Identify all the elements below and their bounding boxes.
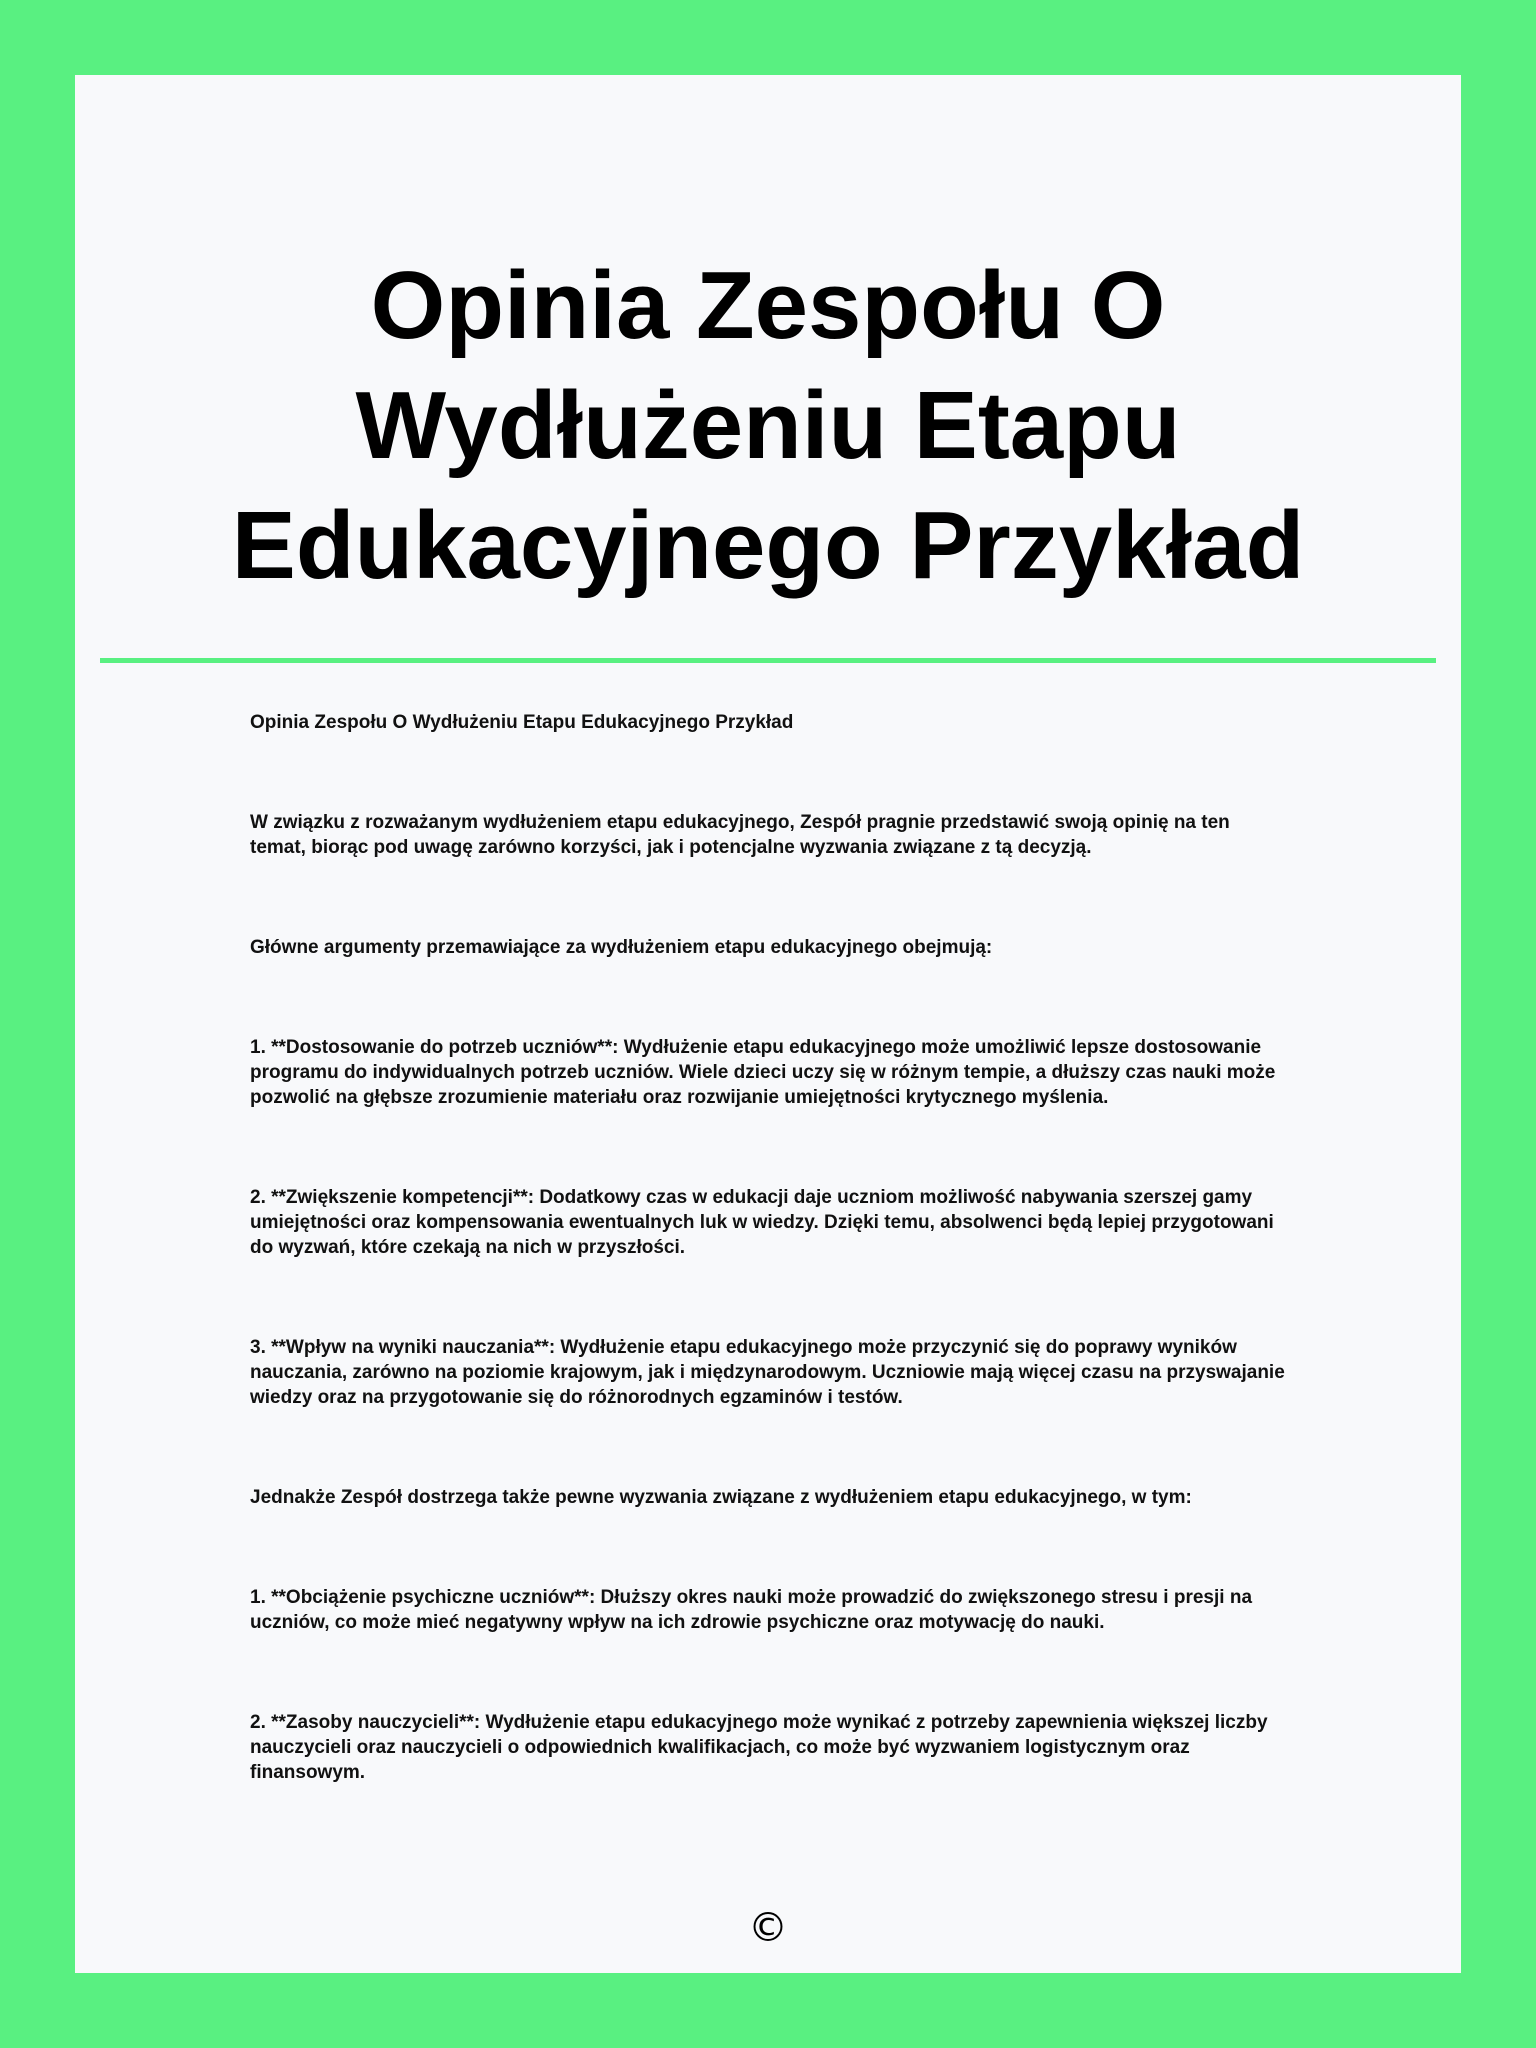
document-subtitle: Opinia Zespołu O Wydłużeniu Etapu Edukacyjnego Przykład	[250, 712, 794, 733]
document-page	[75, 75, 1461, 1973]
arguments-heading: Główne argumenty przemawiające za wydłużeniem etapu edukacyjnego obejmują:	[250, 937, 993, 958]
challenge-item: 1. **Obciążenie psychiczne uczniów**: Dłuższy okres nauki może prowadzić do zwiększonego stresu i presji na uczniów, co może mieć negatywny wpływ na ich zdrowie psychiczne oraz motywację do nauki.	[250, 1587, 1253, 1633]
argument-item: 1. **Dostosowanie do potrzeb uczniów**: Wydłużenie etapu edukacyjnego może umożliwić lepsze dostosowanie programu do indywidualnych potrzeb uczniów. Wiele dzieci uczy się w różnym tempie, a dłuższy czas nauki może pozwolić na głębsze zrozumienie materiału oraz rozwijanie umiejętności krytycznego myślenia.	[250, 1037, 1276, 1108]
page-title: Opinia Zespołu O Wydłużeniu Etapu Edukacyjnego Przykład	[231, 252, 1305, 599]
challenges-heading: Jednakże Zespół dostrzega także pewne wyzwania związane z wydłużeniem etapu edukacyjnego, w tym:	[250, 1487, 1192, 1508]
argument-item: 2. **Zwiększenie kompetencji**: Dodatkowy czas w edukacji daje uczniom możliwość nabywania szerszej gamy umiejętności oraz kompensowania ewentualnych luk w wiedzy. Dzięki temu, absolwenci będą lepiej przygotowani do wyzwań, które czekają na nich w przyszłości.	[250, 1187, 1274, 1258]
intro-paragraph: W związku z rozważanym wydłużeniem etapu edukacyjnego, Zespół pragnie przedstawić swoją opinię na ten temat, biorąc pod uwagę zarówno korzyści, jak i potencjalne wyzwania związane z tą decyzją.	[250, 812, 1230, 858]
argument-item: 3. **Wpływ na wyniki nauczania**: Wydłużenie etapu edukacyjnego może przyczynić się do poprawy wyników nauczania, zarówno na poziomie krajowym, jak i międzynarodowym. Uczniowie mają więcej czasu na przyswajanie wiedzy oraz na przygotowanie się do różnorodnych egzaminów i testów.	[250, 1337, 1285, 1408]
challenge-item: 2. **Zasoby nauczycieli**: Wydłużenie etapu edukacyjnego może wynikać z potrzeby zapewnienia większej liczby nauczycieli oraz nauczycieli o odpowiednich kwalifikacjach, co może być wyzwaniem logistycznym oraz finansowym.	[250, 1712, 1268, 1783]
copyright-icon: ©	[748, 1905, 788, 1951]
document-body	[100, 663, 1436, 1785]
